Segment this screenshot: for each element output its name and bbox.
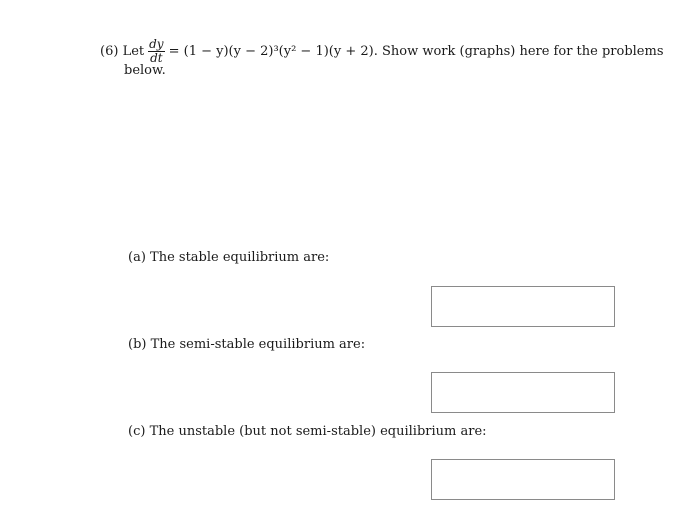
part-a-answer-box[interactable]	[431, 286, 615, 327]
problem-statement	[100, 37, 664, 79]
part-a-text: The stable equilibrium are:	[150, 250, 330, 265]
part-a-prompt	[128, 250, 329, 265]
let-word: Let	[122, 43, 145, 59]
part-b-label: (b)	[128, 337, 147, 352]
fraction-denominator: dt	[150, 51, 163, 66]
part-c-answer-box[interactable]	[431, 459, 615, 500]
fraction-numerator: dy	[149, 37, 164, 51]
part-a-label: (a)	[128, 250, 146, 265]
part-b-prompt	[128, 337, 365, 352]
part-c-text: The unstable (but not semi-stable) equilibrium are:	[149, 424, 487, 439]
equation-rhs: = (1 − y)(y − 2)³(y² − 1)(y + 2).	[168, 43, 378, 59]
problem-number: (6)	[100, 43, 119, 59]
problem-header-line	[100, 37, 664, 66]
part-c-label: (c)	[128, 424, 146, 439]
part-b-answer-box[interactable]	[431, 372, 615, 413]
instruction-continuation: below.	[124, 63, 166, 79]
instruction-text: Show work (graphs) here for the problems	[381, 43, 664, 59]
part-b-text: The semi-stable equilibrium are:	[150, 337, 366, 352]
derivative-fraction	[148, 38, 164, 65]
part-c-prompt	[128, 424, 487, 439]
